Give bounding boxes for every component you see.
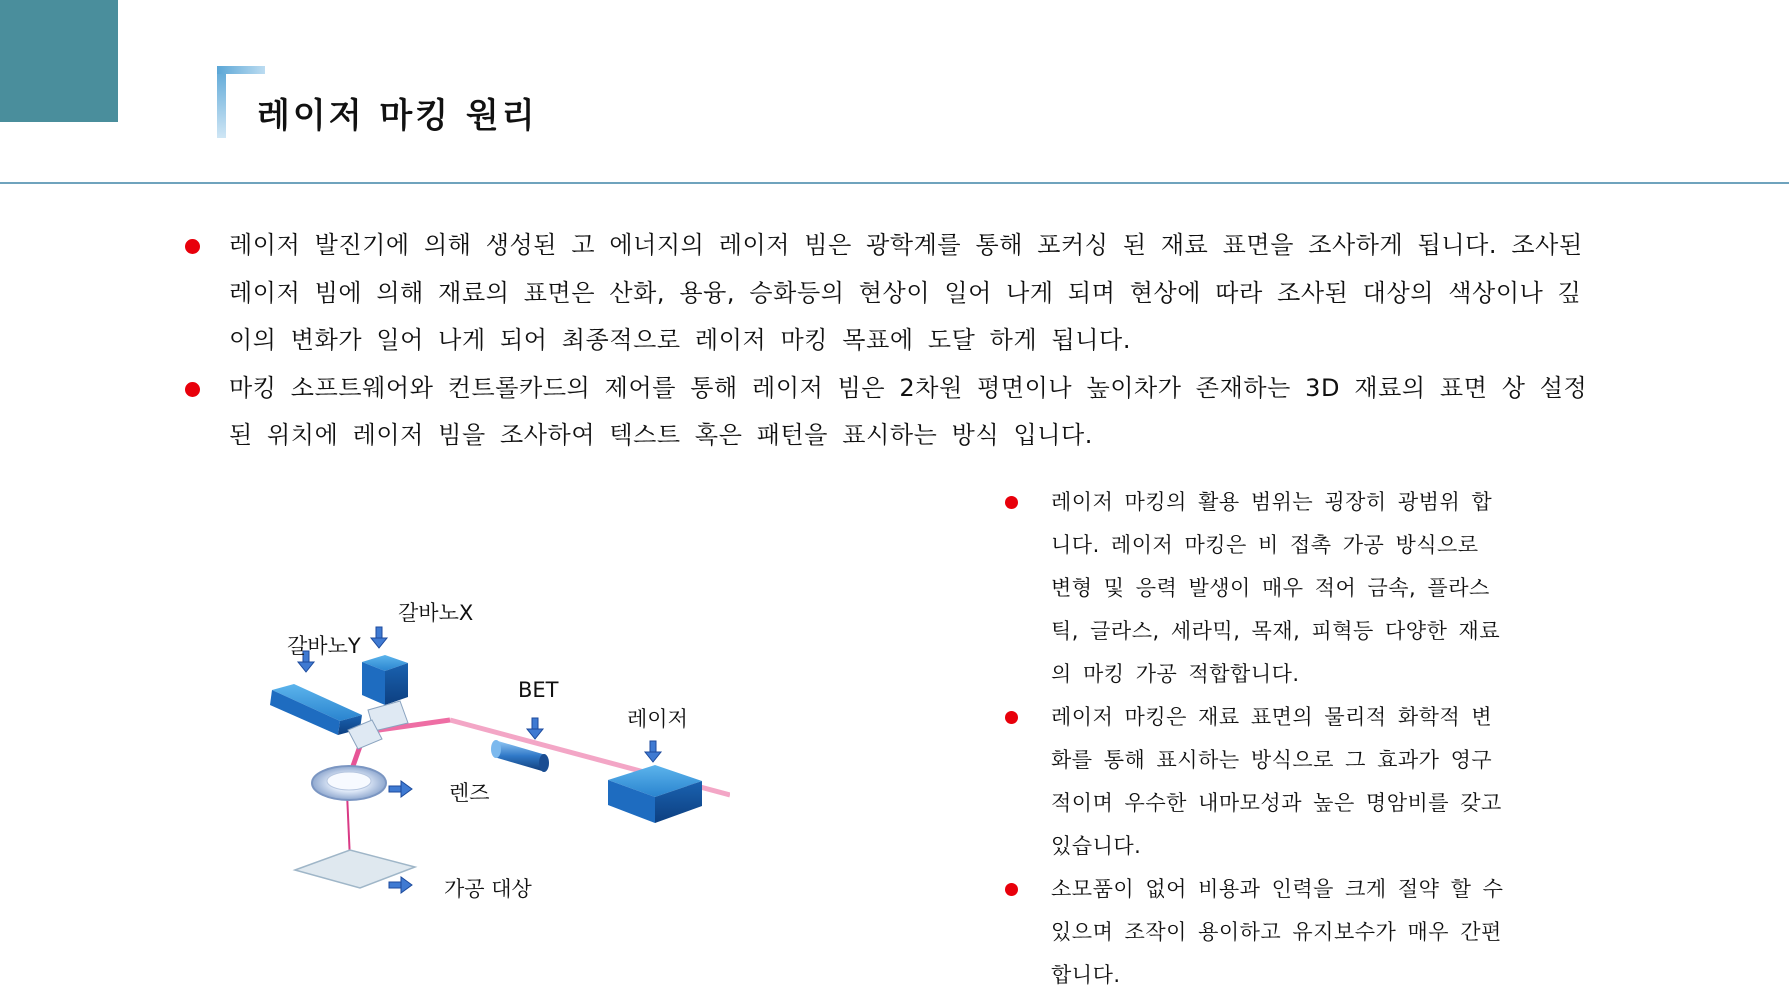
page-title: 레이저 마킹 원리 <box>257 96 538 136</box>
list-item <box>185 365 1605 460</box>
label-laser: 레이저 <box>627 707 688 731</box>
side-bullet-list <box>1005 481 1505 997</box>
label-galvano-y: 갈바노Y <box>287 634 361 658</box>
title-bracket-horizontal <box>217 66 265 74</box>
label-work-target: 가공 대상 <box>444 877 532 901</box>
bullet-dot-icon <box>1005 496 1018 509</box>
arrow-down-icon <box>645 741 661 762</box>
galvano-x-unit <box>362 655 408 731</box>
main-bullet-text: 마킹 소프트웨어와 컨트롤카드의 제어를 통해 레이저 빔은 2차원 평면이나 높이차가 존재하는 3D 재료의 표면 상 설정된 위치에 레이저 빔을 조사하여 텍스트 혹은 패턴을 표시하는 방식 입니다. <box>229 373 1588 449</box>
title-bracket-vertical <box>217 66 226 138</box>
arrow-down-icon <box>371 627 387 648</box>
bullet-dot-icon <box>1005 883 1018 896</box>
arrow-right-icon <box>389 781 412 797</box>
label-bet: BET <box>518 678 559 702</box>
list-item <box>1005 868 1505 997</box>
list-item <box>1005 481 1505 696</box>
label-galvano-x: 갈바노X <box>398 601 474 625</box>
list-item <box>1005 696 1505 868</box>
arrow-down-icon <box>527 718 543 739</box>
label-lens: 렌즈 <box>449 781 490 805</box>
bullet-dot-icon <box>185 382 200 397</box>
side-bullet-text: 레이저 마킹은 재료 표면의 물리적 화학적 변화를 통해 표시하는 방식으로 그 효과가 영구적이며 우수한 내마모성과 높은 명암비를 갖고 있습니다. <box>1051 705 1502 858</box>
arrow-right-icon <box>389 877 412 893</box>
bullet-dot-icon <box>1005 711 1018 724</box>
lens-element <box>312 766 386 800</box>
side-bullet-text: 레이저 마킹의 활용 범위는 굉장히 광범위 합니다. 레이저 마킹은 비 접촉 가공 방식으로 변형 및 응력 발생이 매우 적어 금속, 플라스틱, 글라스, 세라믹, 목재, 피혁등 다양한 재료의 마킹 가공 적합합니다. <box>1051 490 1501 686</box>
header-divider <box>0 182 1789 184</box>
main-bullet-text: 레이저 발진기에 의해 생성된 고 에너지의 레이저 빔은 광학계를 통해 포커싱 된 재료 표면을 조사하게 됩니다. 조사된 레이저 빔에 의해 재료의 표면은 산화, 용융, 승화등의 현상이 일어 나게 되며 현상에 따라 조사된 대상의 색상이나 깊이의 변화가 일어 나게 되어 최종적으로 레이저 마킹 목표에 도달 하게 됩니다. <box>229 231 1583 354</box>
laser-source-box <box>608 765 702 823</box>
side-bullet-text: 소모품이 없어 비용과 인력을 크게 절약 할 수 있으며 조작이 용이하고 유지보수가 매우 간편 합니다. <box>1051 877 1504 987</box>
main-bullet-list <box>185 222 1605 460</box>
list-item <box>185 222 1605 365</box>
laser-marking-diagram <box>270 585 730 915</box>
corner-accent-block <box>0 0 118 122</box>
bullet-dot-icon <box>185 239 200 254</box>
